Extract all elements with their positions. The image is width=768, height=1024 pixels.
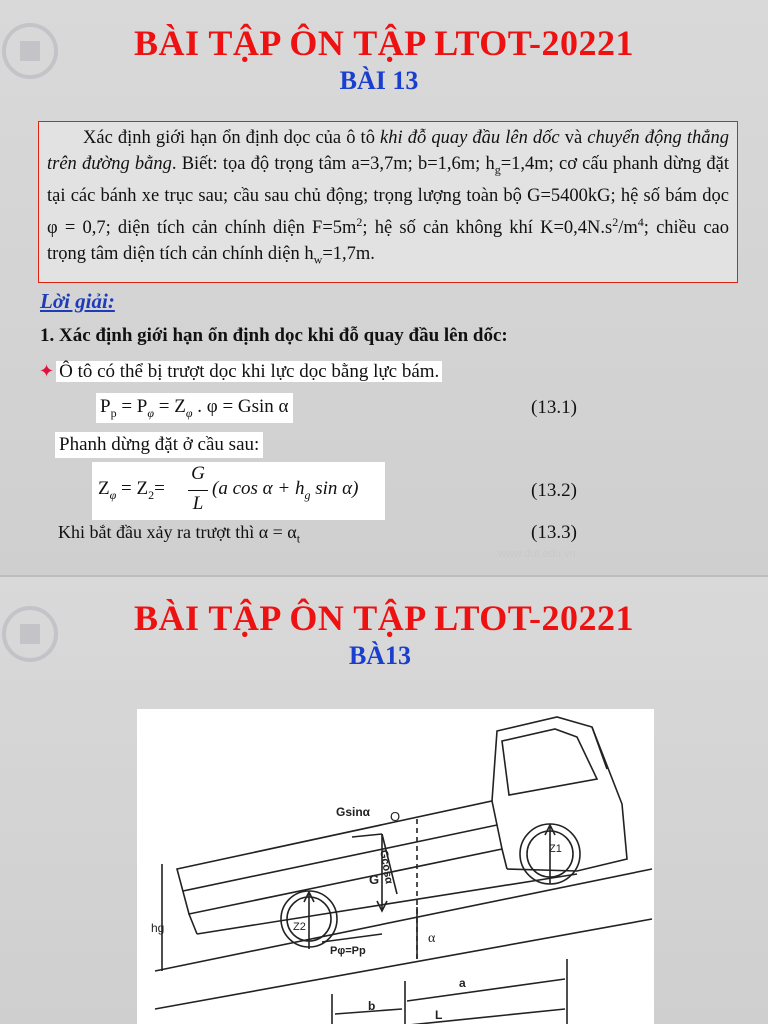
eq-term: Z xyxy=(98,478,110,499)
slide-title: BÀI TẬP ÔN TẬP LTOT-20221 xyxy=(133,23,634,63)
label-hg: hg xyxy=(151,921,165,935)
solution-heading: Lời giải: xyxy=(40,289,115,313)
problem-italic-1: khi đỗ quay đầu lên dốc xyxy=(380,128,560,148)
problem-statement-box xyxy=(38,121,738,283)
star-bullet-icon: ✦ xyxy=(39,361,55,381)
bullet-text: Ô tô có thể bị trượt dọc khi lực dọc bằng lực bám. xyxy=(56,361,442,382)
problem-text: =1,4m; cơ cấu phanh dừng đặt tại các bánh xe trục sau; cầu sau chủ động; trọng lượng toàn bộ G=5400kG; hệ số bám dọc φ = 0,7; diện tích cản chính diện F=5m xyxy=(47,154,729,238)
eq-term: = xyxy=(154,478,165,499)
equation-number: (13.3) xyxy=(531,522,577,543)
eq-sub: φ xyxy=(185,405,193,420)
eq-sub: φ xyxy=(147,405,155,420)
problem-text: /m xyxy=(618,217,638,238)
label-o: O xyxy=(390,809,401,824)
eq-sub: p xyxy=(110,405,117,420)
superscript: 4 xyxy=(637,214,644,229)
eq-sub: t xyxy=(296,531,301,546)
fraction-numerator: G xyxy=(191,463,205,484)
problem-text: =1,7m. xyxy=(322,243,375,264)
eq-sub: φ xyxy=(109,487,117,502)
equation-number: (13.1) xyxy=(531,397,577,418)
label-z1: Z1 xyxy=(549,843,562,855)
slide-subtitle: BÀ13 xyxy=(348,641,412,670)
eq-term: = Z xyxy=(116,478,149,499)
slide-subtitle: BÀI 13 xyxy=(339,66,419,95)
watermark: www.dut.edu.vn xyxy=(498,548,576,560)
label-gsin: Gsinα xyxy=(336,805,371,819)
problem-text: ; hệ số cản không khí K=0,4N.s xyxy=(362,217,613,238)
truck-drawing xyxy=(137,709,654,1024)
fraction-bar xyxy=(188,490,208,491)
eq-term: (a cos α + h xyxy=(212,478,305,499)
equation-13-2 xyxy=(92,462,385,520)
eq-term: Khi bắt đầu xảy ra trượt thì α = α xyxy=(58,522,297,542)
label-l: L xyxy=(435,1008,443,1022)
problem-italic-2: chuyển động thẳng trên đường bằng xyxy=(47,128,729,174)
slide-2 xyxy=(0,577,768,1024)
eq-term: sin α) xyxy=(310,478,359,499)
eq-term: = P xyxy=(116,396,148,417)
slip-condition-text xyxy=(58,522,300,547)
subscript: g xyxy=(494,162,501,177)
eq-term: = Z xyxy=(154,396,186,417)
eq-sub: g xyxy=(304,487,311,502)
label-b: b xyxy=(368,999,376,1013)
eq-sub: 2 xyxy=(148,487,155,502)
fraction-denominator: L xyxy=(192,493,204,514)
superscript: 2 xyxy=(612,214,619,229)
label-a: a xyxy=(459,976,466,990)
label-pphi: Pφ=Pp xyxy=(330,945,366,957)
label-g: G xyxy=(369,872,380,887)
problem-text: . Biết: tọa độ trọng tâm a=3,7m; b=1,6m; h xyxy=(171,154,495,174)
subscript: w xyxy=(313,252,323,267)
slide-title: BÀI TẬP ÔN TẬP LTOT-20221 xyxy=(133,598,634,638)
eq-term: . φ = Gsin α xyxy=(192,396,289,417)
label-gcos: Gcosα xyxy=(377,849,395,885)
eq-term: P xyxy=(100,396,111,417)
truck-slope-diagram xyxy=(137,709,654,1024)
problem-text: và xyxy=(559,128,588,148)
problem-text: ; chiều cao trọng tâm diện tích cản chính diện h xyxy=(47,217,730,264)
label-z2: Z2 xyxy=(293,921,306,933)
label-alpha: α xyxy=(428,931,436,946)
equation-number: (13.2) xyxy=(531,480,577,501)
superscript: 2 xyxy=(356,214,363,229)
equation-13-1 xyxy=(96,393,293,423)
section-heading: 1. Xác định giới hạn ổn định dọc khi đỗ quay đầu lên dốc: xyxy=(40,325,508,346)
problem-text: Xác định giới hạn ổn định dọc của ô tô xyxy=(83,128,381,148)
brake-text: Phanh dừng đặt ở cầu sau: xyxy=(55,432,263,458)
bullet-line xyxy=(39,361,442,383)
